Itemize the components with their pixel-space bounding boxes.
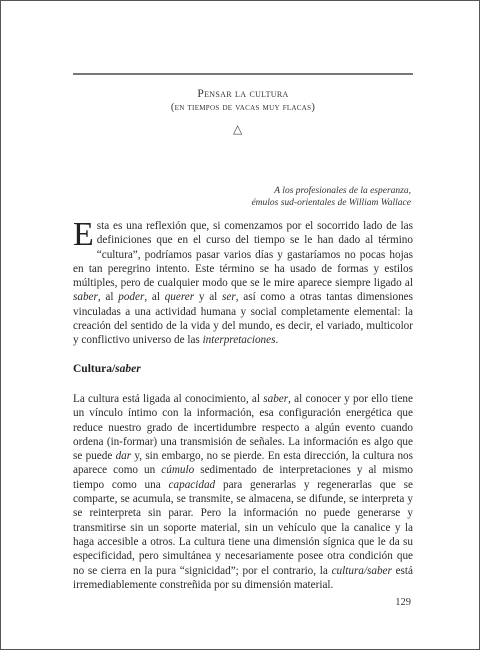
emphasis: saber [73, 291, 98, 304]
paragraph-cultura-saber [73, 392, 413, 592]
header-rule [73, 73, 413, 75]
emphasis: ser [222, 291, 236, 304]
paragraph-text: . [275, 334, 279, 347]
emphasis: cultura/saber [331, 564, 392, 577]
dedication [151, 185, 411, 209]
dedication-line1: A los profesionales de la esperanza, [274, 186, 411, 196]
emphasis: dar [115, 450, 132, 463]
section-heading-main: Cultura/ [73, 363, 116, 375]
chapter-title [73, 87, 413, 115]
drop-cap: E [73, 216, 94, 253]
paragraph-text: está irremediablemente constreñida por su dimensión material. [73, 564, 413, 591]
paragraph-text: y al [194, 291, 223, 304]
paragraph-text: sedimentado de interpretaciones y al mismo tiempo como una [73, 464, 413, 491]
emphasis: capacidad [168, 478, 216, 491]
dedication-line2: émulos sud-orientales de William Wallace [251, 198, 411, 208]
emphasis: interpretaciones [202, 334, 276, 347]
chapter-title-line2: (en tiempos de vacas muy flacas) [170, 102, 316, 113]
paragraph-text: sta es una reflexión que, si comenzamos por el socorrido lado de las definiciones que en el curso del tiempo se le han dado al término “cultura”, podríamos pasar varios días y gastaríamos no pocas hojas en tan peregrino intento. Este término se ha usado de formas y estilos múltiples, pero de cualquier modo que se le mire aparece siempre ligado al [73, 220, 413, 290]
paragraph-text: , así como a otras tantas dimensiones vinculadas a una actividad humana y social completamente elemental: la creación del sentido de la vida y del mundo, es decir, el variado, multicolor y conflictivo universo de las [73, 291, 413, 347]
page-number: 129 [395, 597, 411, 608]
emphasis: saber [263, 393, 289, 405]
paragraph-text: , al [144, 291, 165, 304]
paragraph-text: , al [97, 291, 119, 304]
paragraph-text: , al conocer y por ello tiene un vínculo íntimo con la información, esa configuración energética que reduce nuestro grado de incertidumbre respecto a algún evento cuando ordena (in-formar) una transmisión de señales. La información es algo que se puede [73, 393, 413, 463]
emphasis: poder [118, 291, 145, 304]
emphasis: cúmulo [161, 464, 195, 477]
triangle-ornament-icon: △ [233, 122, 243, 136]
chapter-title-line1: Pensar la cultura [197, 88, 289, 100]
section-heading [73, 363, 141, 375]
paragraph-text: La cultura está ligada al conocimiento, al [73, 393, 264, 405]
emphasis: querer [164, 291, 195, 304]
paragraph-text: y, sin embargo, no se pierde. En esta dirección, la cultura nos aparece como un [73, 450, 413, 477]
paragraph-intro [73, 216, 413, 348]
section-heading-italic: saber [115, 363, 141, 375]
paragraph-text: para generarlas y regenerarlas que se comparte, se acumula, se transmite, se almacena, se difunde, se interpreta y se reinterpreta sin parar. Pero la información no puede generarse y transmitirse sin un soporte material, sin un vehículo que la canalice y la haga accesible a otros. La cultura tiene una dimensión sígnica que le da su especificidad, pero simultánea y necesariamente posee otra condición que no se cierra en la pura “signicidad”; por el contrario, la [73, 478, 413, 577]
